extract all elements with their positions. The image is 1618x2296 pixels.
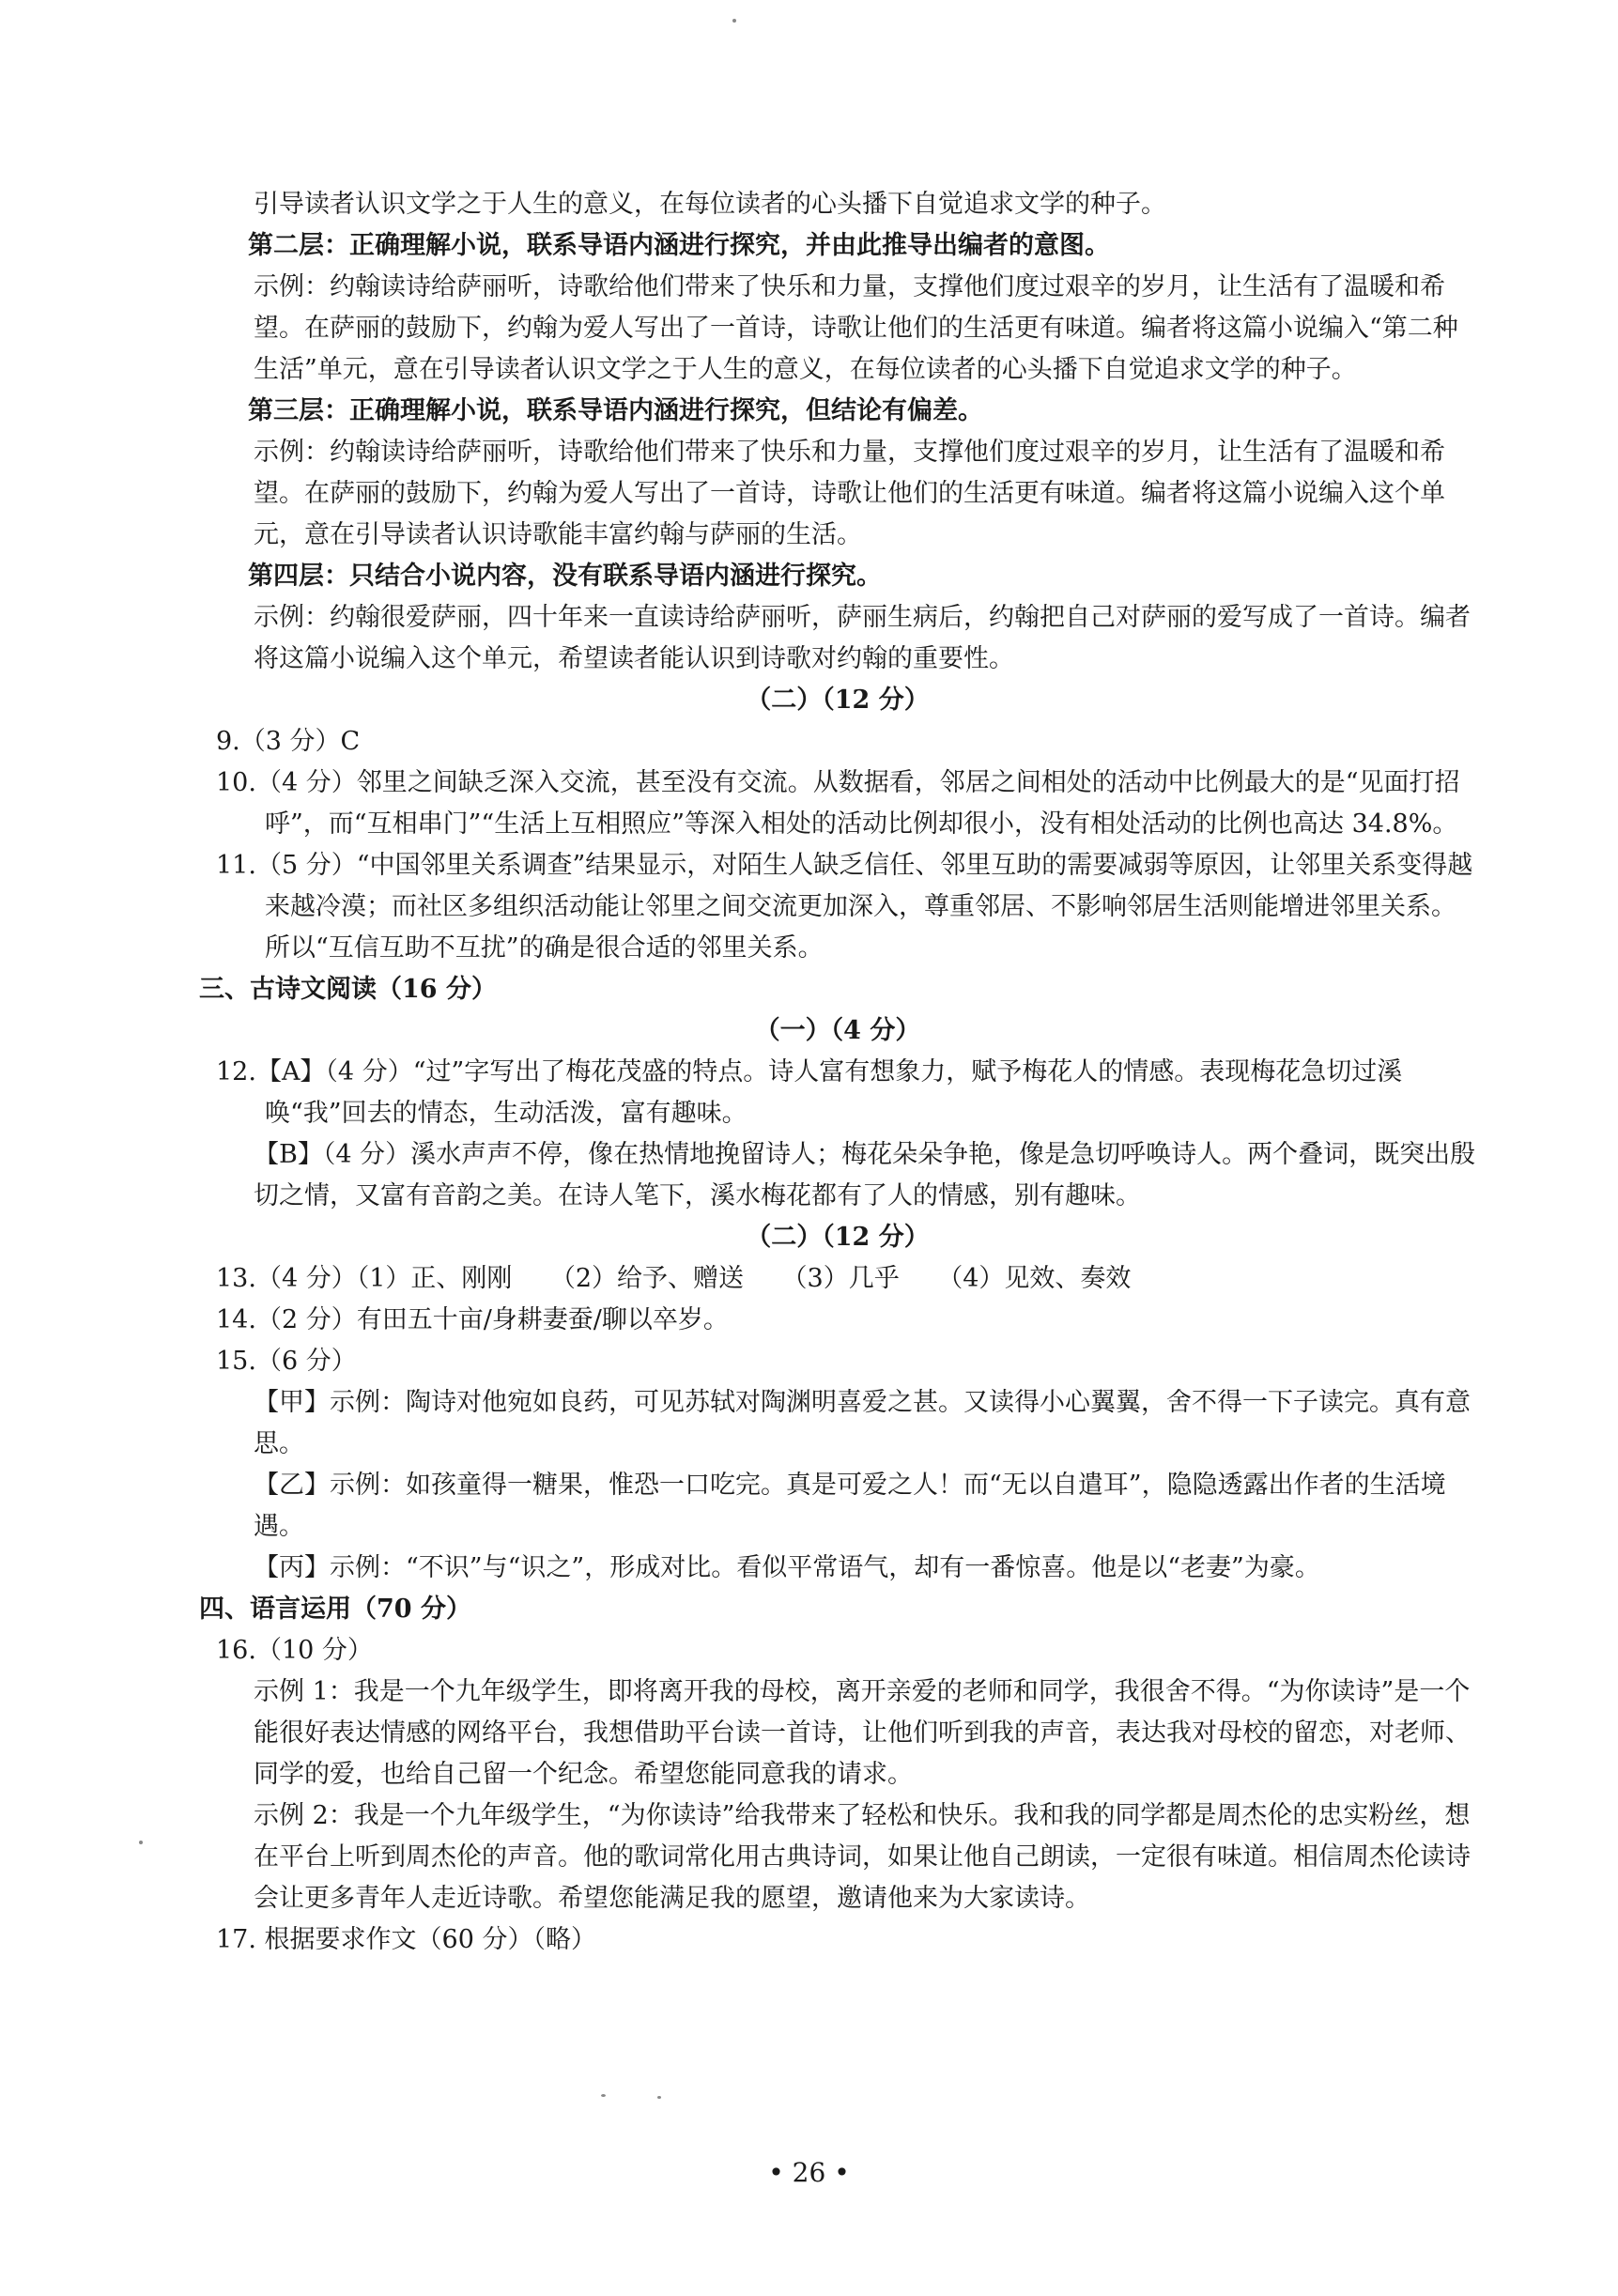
example-paragraph: 示例：约翰读诗给萨丽听，诗歌给他们带来了快乐和力量，支撑他们度过艰辛的岁月，让生活有了温暖和希望。在萨丽的鼓励下，约翰为爱人写出了一首诗，诗歌让他们的生活更有味道。编者将这篇小说编入这个单元，意在引导读者认识诗歌能丰富约翰与萨丽的生活。	[254, 438, 1445, 549]
answer-11: 11.（5 分）“中国邻里关系调查”结果显示，对陌生人缺乏信任、邻里互助的需要减弱等原因，让邻里关系变得越来越冷漠；而社区多组织活动能让邻里之间交流更加深入，尊重邻居、不影响邻居生活则能增进邻里关系。所以“互信互助不互扰”的确是很合适的邻里关系。	[216, 851, 1473, 963]
subsection-heading: （二）（12 分）	[746, 686, 930, 715]
answer-13: 13.（4 分）（1）正、刚刚 （2）给予、赠送 （3）几乎 （4）见效、奏效	[216, 1264, 1132, 1293]
answer-9: 9.（3 分）C	[216, 727, 361, 756]
answer-17: 17. 根据要求作文（60 分）（略）	[216, 1925, 596, 1954]
answer-content	[199, 184, 1476, 1961]
answer-12a: 12.【A】（4 分）“过”字写出了梅花茂盛的特点。诗人富有想象力，赋予梅花人的情感。表现梅花急切过溪唤“我”回去的情态，生动活泼，富有趣味。	[216, 1057, 1403, 1128]
answer-12b: 【B】（4 分）溪水声声不停，像在热情地挽留诗人；梅花朵朵争艳，像是急切呼唤诗人。两个叠词，既突出殷切之情，又富有音韵之美。在诗人笔下，溪水梅花都有了人的情感，别有趣味。	[254, 1140, 1476, 1210]
text-line: 引导读者认识文学之于人生的意义，在每位读者的心头播下自觉追求文学的种子。	[254, 190, 1166, 219]
answer-16-example-2: 示例 2：我是一个九年级学生，“为你读诗”给我带来了轻松和快乐。我和我的同学都是周杰伦的忠实粉丝，想在平台上听到周杰伦的声音。他的歌词常化用古典诗词，如果让他自己朗读，一定很有味道。相信周杰伦读诗会让更多青年人走近诗歌。希望您能满足我的愿望，邀请他来为大家读诗。	[254, 1801, 1471, 1913]
answer-16: 16.（10 分）	[216, 1636, 373, 1665]
scan-speck	[601, 2094, 606, 2097]
page-number: • 26 •	[768, 2157, 850, 2188]
section-heading: 三、古诗文阅读（16 分）	[199, 975, 497, 1004]
answer-15-yi: 【乙】示例：如孩童得一糖果，惟恐一口吃完。真是可爱之人！而“无以自遣耳”，隐隐透露出作者的生活境遇。	[254, 1471, 1446, 1541]
answer-14: 14.（2 分）有田五十亩/身耕妻蚕/聊以卒岁。	[216, 1305, 729, 1334]
answer-15-bing: 【丙】示例：“不识”与“识之”，形成对比。看似平常语气，却有一番惊喜。他是以“老妻”为豪。	[254, 1553, 1320, 1582]
section-heading: 四、语言运用（70 分）	[199, 1595, 471, 1624]
subsection-heading: （二）（12 分）	[746, 1223, 930, 1252]
scan-speck	[139, 1841, 143, 1844]
example-paragraph: 示例：约翰读诗给萨丽听，诗歌给他们带来了快乐和力量，支撑他们度过艰辛的岁月，让生活有了温暖和希望。在萨丽的鼓励下，约翰为爱人写出了一首诗，诗歌让他们的生活更有味道。编者将这篇小说编入“第二种生活”单元，意在引导读者认识文学之于人生的意义，在每位读者的心头播下自觉追求文学的种子。	[254, 272, 1458, 384]
answer-15-jia: 【甲】示例：陶诗对他宛如良药，可见苏轼对陶渊明喜爱之甚。又读得小心翼翼，舍不得一下子读完。真有意思。	[254, 1388, 1471, 1458]
subsection-heading: （一）（4 分）	[754, 1016, 921, 1045]
scan-speck	[657, 2096, 661, 2099]
scan-speck	[732, 19, 736, 23]
level-heading: 第三层：正确理解小说，联系导语内涵进行探究，但结论有偏差。	[248, 396, 983, 425]
example-paragraph: 示例：约翰很爱萨丽，四十年来一直读诗给萨丽听，萨丽生病后，约翰把自己对萨丽的爱写成了一首诗。编者将这篇小说编入这个单元，希望读者能认识到诗歌对约翰的重要性。	[254, 603, 1471, 673]
answer-10: 10.（4 分）邻里之间缺乏深入交流，甚至没有交流。从数据看，邻居之间相处的活动中比例最大的是“见面打招呼”，而“互相串门”“生活上互相照应”等深入相处的活动比例却很小，没有相处活动的比例也高达 34.8%。	[216, 768, 1460, 839]
answer-16-example-1: 示例 1：我是一个九年级学生，即将离开我的母校，离开亲爱的老师和同学，我很舍不得。“为你读诗”是一个能很好表达情感的网络平台，我想借助平台读一首诗，让他们听到我的声音，表达我对母校的留恋，对老师、同学的爱，也给自己留一个纪念。希望您能同意我的请求。	[254, 1677, 1471, 1789]
answer-15: 15.（6 分）	[216, 1347, 357, 1376]
level-heading: 第四层：只结合小说内容，没有联系导语内涵进行探究。	[248, 562, 882, 591]
level-heading: 第二层：正确理解小说，联系导语内涵进行探究，并由此推导出编者的意图。	[248, 231, 1110, 260]
